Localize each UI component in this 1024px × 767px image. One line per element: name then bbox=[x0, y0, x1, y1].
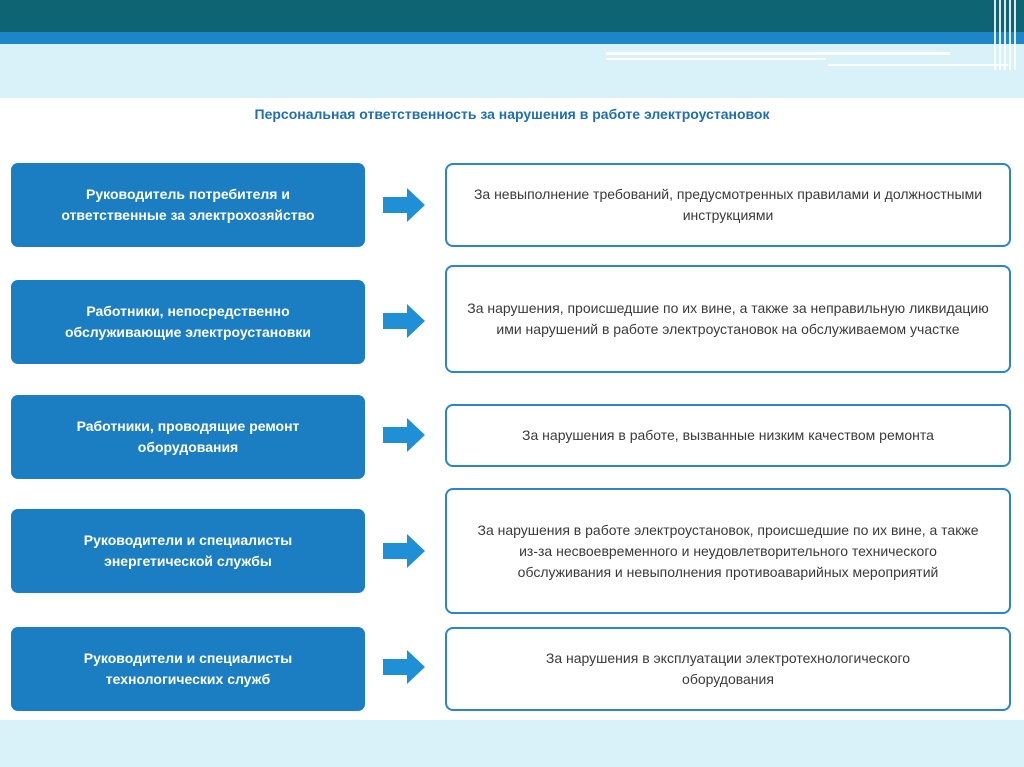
page-title: Персональная ответственность за нарушения в работе электроустановок bbox=[254, 106, 770, 122]
role-box-energy-service: Руководители и специалисты энергетической службы bbox=[11, 509, 365, 593]
right-arrow-icon bbox=[383, 650, 425, 684]
role-box-operating-staff: Работники, непосредственно обслуживающие электроустановки bbox=[11, 280, 365, 364]
header-dark-band bbox=[0, 0, 1024, 32]
role-box-consumer-head: Руководитель потребителя и ответственные за электрохозяйство bbox=[11, 163, 365, 247]
responsibility-box-energy-service: За нарушения в работе электроустановок, происшедшие по их вине, а также из-за несвоевременного и неудовлетворительного технического обслуживания и невыполнения противоаварийных мероприятий bbox=[445, 488, 1011, 614]
decorative-line bbox=[606, 58, 826, 60]
decorative-line bbox=[606, 52, 950, 55]
responsibility-box-repair-staff: За нарушения в работе, вызванные низким качеством ремонта bbox=[445, 404, 1011, 467]
footer-light-band bbox=[0, 720, 1024, 767]
decorative-line bbox=[828, 64, 1008, 66]
responsibility-box-consumer-head: За невыполнение требований, предусмотренных правилами и должностными инструкциями bbox=[445, 163, 1011, 247]
right-arrow-icon bbox=[383, 188, 425, 222]
decorative-bars bbox=[994, 0, 1016, 70]
right-arrow-icon bbox=[383, 304, 425, 338]
role-box-repair-staff: Работники, проводящие ремонт оборудования bbox=[11, 395, 365, 479]
role-box-technology-services: Руководители и специалисты технологических служб bbox=[11, 627, 365, 711]
right-arrow-icon bbox=[383, 534, 425, 568]
right-arrow-icon bbox=[383, 418, 425, 452]
responsibility-box-technology-services: За нарушения в эксплуатации электротехнологического оборудования bbox=[445, 627, 1011, 711]
responsibility-box-operating-staff: За нарушения, происшедшие по их вине, а также за неправильную ликвидацию ими нарушений в работе электроустановок на обслуживаемом участке bbox=[445, 265, 1011, 373]
header-blue-band bbox=[0, 32, 1024, 44]
